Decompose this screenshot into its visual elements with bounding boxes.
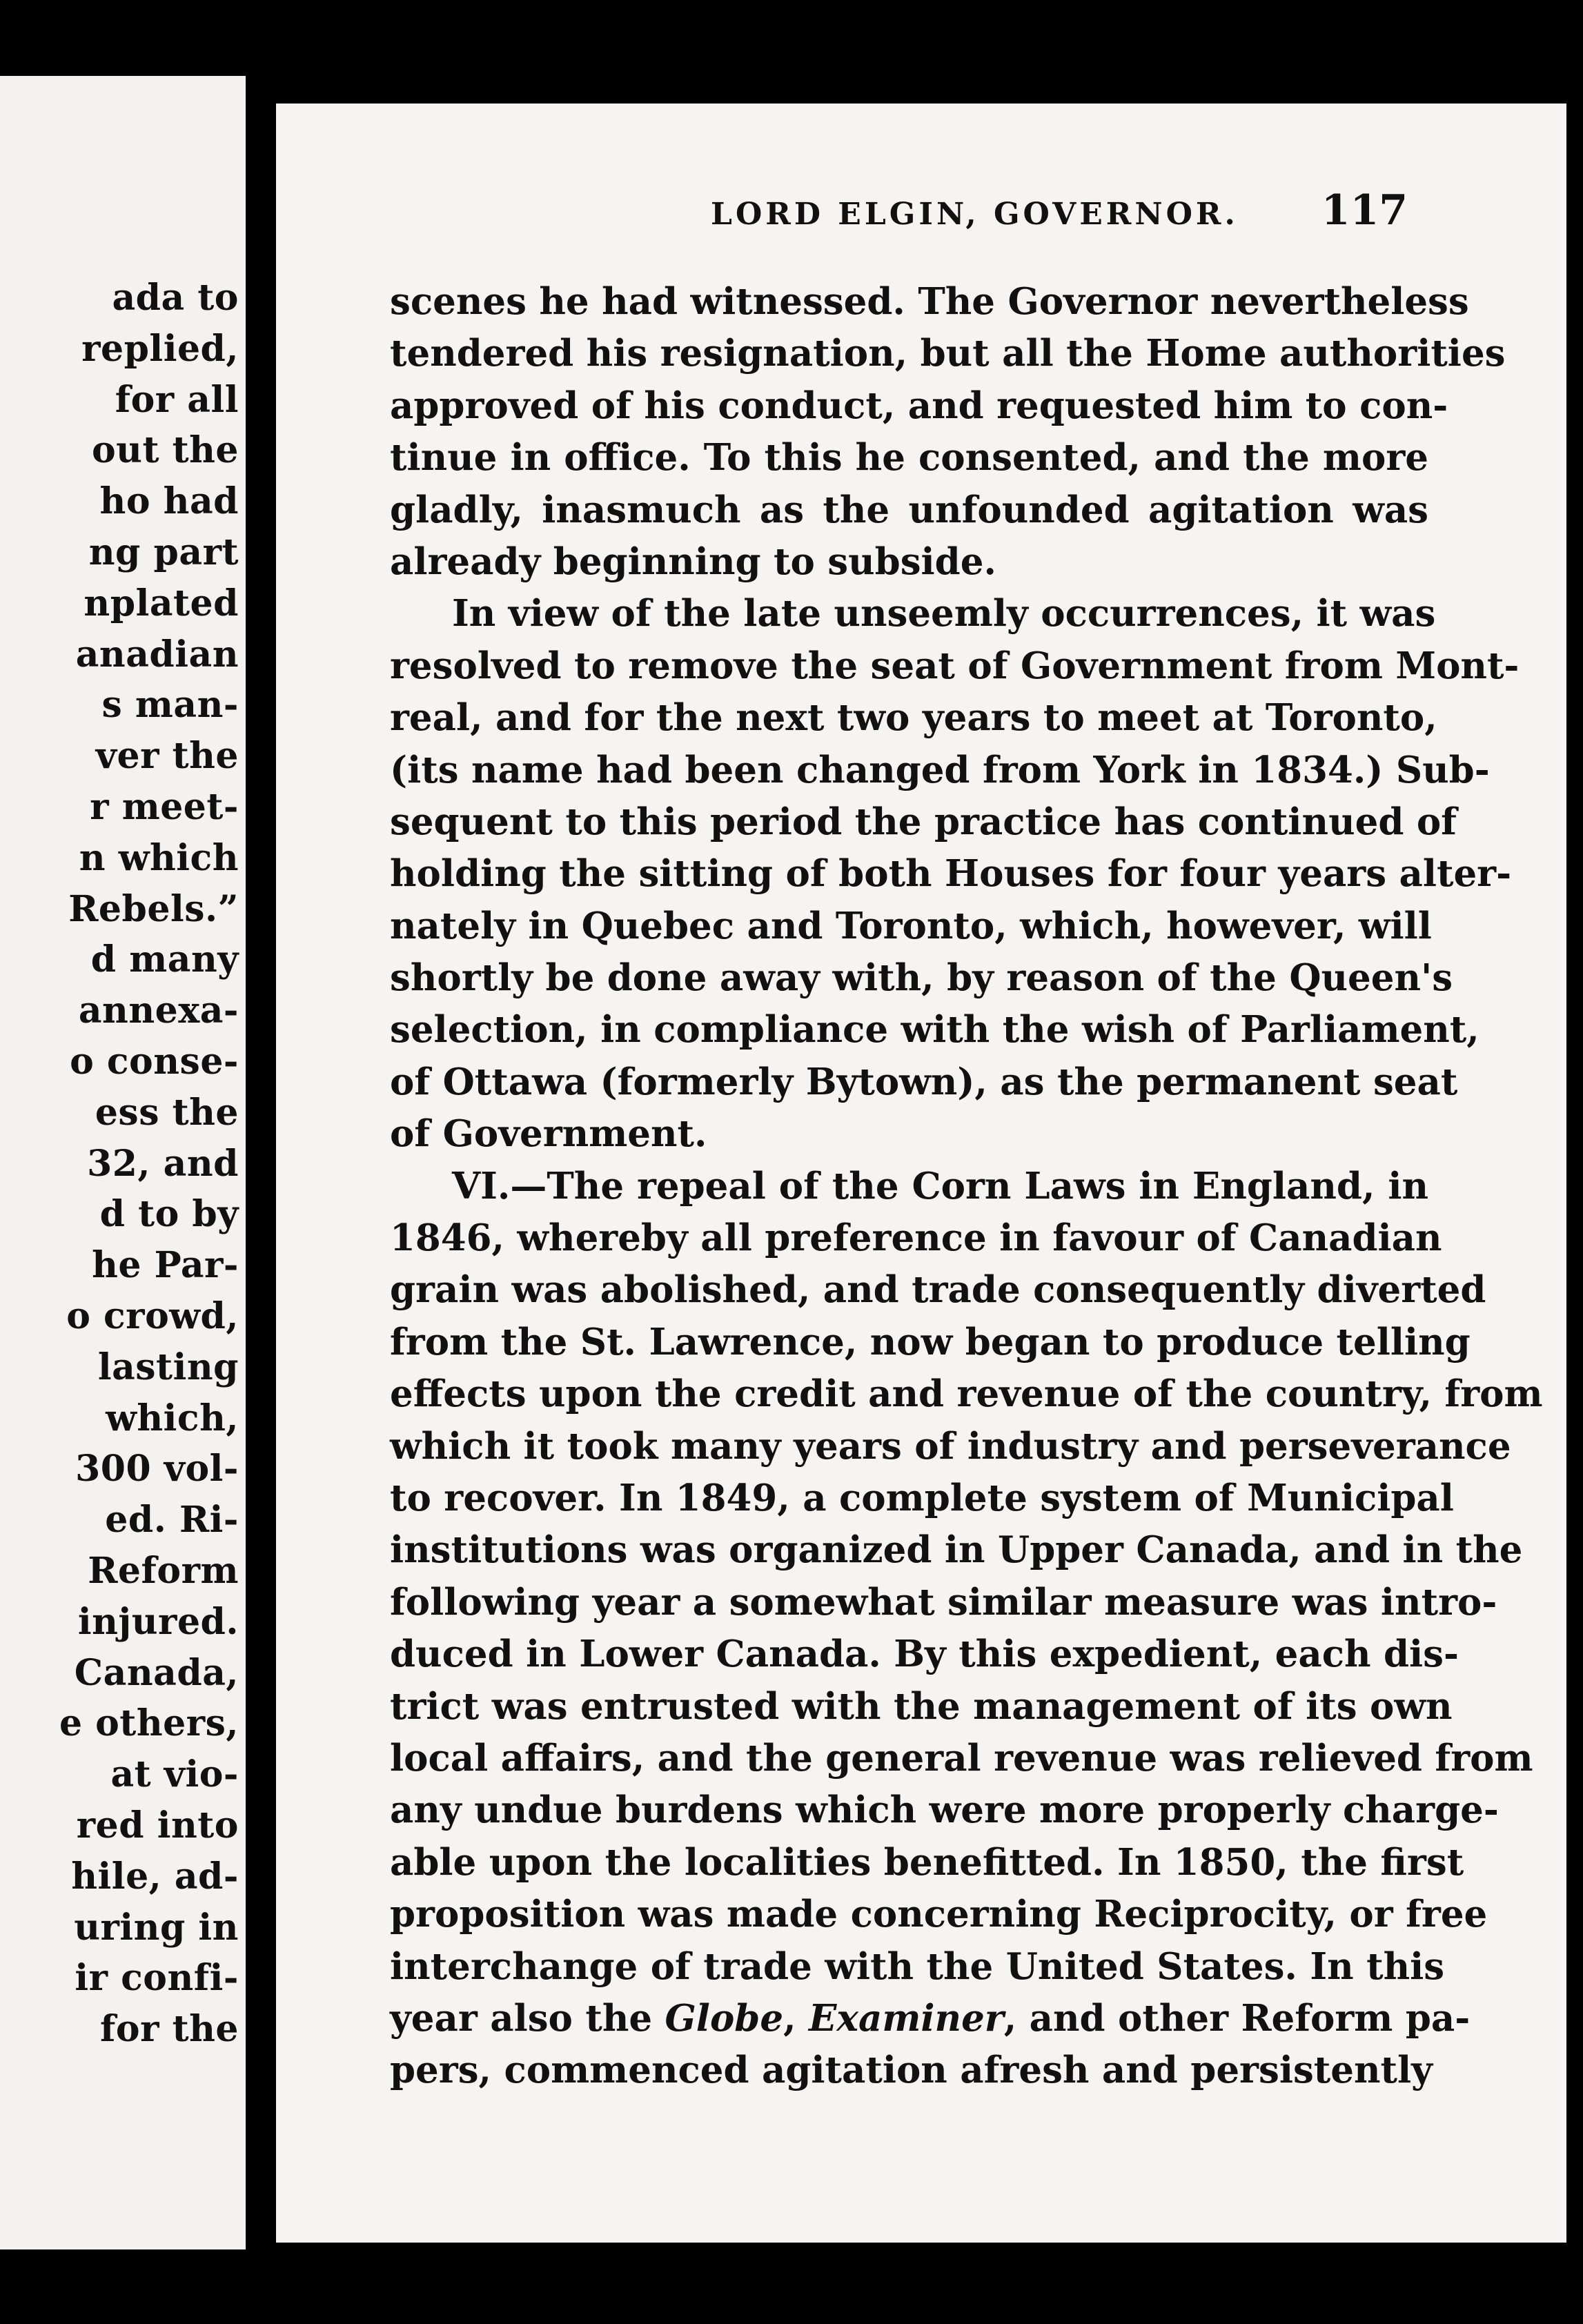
text-line: of Government.	[390, 1112, 707, 1156]
text-line: uring in	[74, 1906, 239, 1949]
text-line: resolved to remove the seat of Government from Mont-	[390, 644, 1520, 687]
text-line: Reform	[88, 1549, 239, 1592]
text-line: injured.	[77, 1600, 239, 1643]
text-line: Rebels.”	[68, 887, 239, 930]
text-line: duced in Lower Canada. By this expedient, each dis-	[390, 1633, 1459, 1676]
text-line: interchange of trade with the United States. In this	[390, 1944, 1445, 1988]
text-line: real, and for the next two years to meet at Toronto,	[390, 696, 1437, 740]
text-line: r meet-	[90, 785, 239, 828]
text-line: tendered his resignation, but all the Home authorities	[390, 332, 1506, 375]
text-line: institutions was organized in Upper Canada, and in the	[390, 1528, 1523, 1572]
text-line: selection, in compliance with the wish of Parliament,	[390, 1008, 1479, 1052]
text-line: for all	[115, 378, 239, 421]
book-gutter	[246, 55, 276, 2291]
text-line: n which	[79, 836, 239, 879]
newspaper-title-globe: Globe	[665, 1996, 784, 2040]
text-line: nately in Quebec and Toronto, which, however, will	[390, 904, 1432, 947]
text-line: which,	[106, 1397, 239, 1439]
text-line: anadian	[75, 633, 239, 676]
text-line: ng part	[88, 531, 239, 573]
body-text	[390, 276, 1543, 2097]
text-line: d to by	[99, 1193, 239, 1236]
text-line: VI.—The repeal of the Corn Laws in England, in	[452, 1164, 1428, 1208]
text-line: shortly be done away with, by reason of the Queen's	[390, 956, 1453, 1000]
text-line: Canada,	[74, 1651, 239, 1694]
text-line: trict was entrusted with the management of its own	[390, 1684, 1453, 1728]
text-line: annexa-	[78, 989, 239, 1032]
text-line: out the	[91, 429, 239, 472]
text-line: grain was abolished, and trade consequently diverted	[390, 1268, 1486, 1312]
text-line: gladly, inasmuch as the unfounded agitation was	[390, 488, 1428, 531]
text-line: approved of his conduct, and requested him to con-	[390, 384, 1448, 427]
text-line: nplated	[83, 582, 239, 624]
text-line: local affairs, and the general revenue was relieved from	[390, 1736, 1533, 1780]
text-line: 300 vol-	[75, 1448, 239, 1490]
text-line: replied,	[81, 327, 239, 370]
text-line: ver the	[95, 735, 239, 778]
text-line: of Ottawa (formerly Bytown), as the permanent seat	[390, 1060, 1458, 1103]
text-line: e others,	[59, 1702, 239, 1745]
previous-page	[0, 76, 246, 2249]
text-line: (its name had been changed from York in 1834.) Sub-	[390, 748, 1490, 791]
text-line: hile, ad-	[71, 1855, 239, 1898]
text-line: tinue in office. To this he consented, and the more	[390, 436, 1428, 480]
text-line-with-italics	[390, 1993, 1471, 2045]
text-line: holding the sitting of both Houses for four years alter-	[390, 852, 1512, 896]
text-line: sequent to this period the practice has continued of	[390, 800, 1457, 843]
text-line: ed. Ri-	[105, 1499, 239, 1542]
text-line: d many	[90, 938, 239, 981]
text-line: he Par-	[92, 1244, 239, 1287]
page-number: 117	[1321, 186, 1408, 235]
text-line: lasting	[97, 1346, 239, 1388]
text-run: , and other Reform pa-	[1003, 1996, 1471, 2040]
text-line: to recover. In 1849, a complete system of Municipal	[390, 1476, 1454, 1519]
text-line: ess the	[95, 1091, 239, 1134]
text-line: o crowd,	[66, 1294, 239, 1337]
text-line: already beginning to subside.	[390, 540, 996, 583]
previous-page-text	[59, 273, 239, 2055]
text-line: 1846, whereby all preference in favour of Canadian	[390, 1217, 1442, 1260]
newspaper-title-examiner: Examiner	[808, 1996, 1004, 2040]
text-line: for the	[100, 2008, 239, 2051]
text-line: able upon the localities benefitted. In 1850, the first	[390, 1840, 1464, 1884]
text-line: scenes he had witnessed. The Governor nevertheless	[390, 280, 1469, 323]
text-line: following year a somewhat similar measure was intro-	[390, 1580, 1497, 1624]
text-line: In view of the late unseemly occurrences, it was	[452, 592, 1436, 636]
text-line: ada to	[112, 277, 239, 319]
text-line: from the St. Lawrence, now began to produce telling	[390, 1320, 1471, 1363]
text-line: ho had	[99, 480, 239, 523]
text-line: s man-	[101, 684, 239, 727]
text-line: 32, and	[87, 1142, 239, 1185]
text-line: proposition was made concerning Reciprocity, or free	[390, 1893, 1488, 1936]
text-line: effects upon the credit and revenue of the country, from	[390, 1372, 1543, 1416]
text-run: ,	[783, 1996, 809, 2040]
text-line: at vio-	[110, 1753, 239, 1796]
text-line: pers, commenced agitation afresh and persistently	[390, 2049, 1433, 2092]
text-line: any undue burdens which were more properly charge-	[390, 1789, 1499, 1832]
text-line: red into	[76, 1804, 239, 1847]
current-page	[276, 104, 1566, 2243]
text-run: year also the	[390, 1996, 665, 2040]
running-head: LORD ELGIN, GOVERNOR.	[711, 197, 1239, 232]
text-line: which it took many years of industry and perseverance	[390, 1424, 1511, 1468]
text-line: ir confi-	[75, 1957, 239, 2000]
text-line: o conse-	[70, 1040, 239, 1083]
